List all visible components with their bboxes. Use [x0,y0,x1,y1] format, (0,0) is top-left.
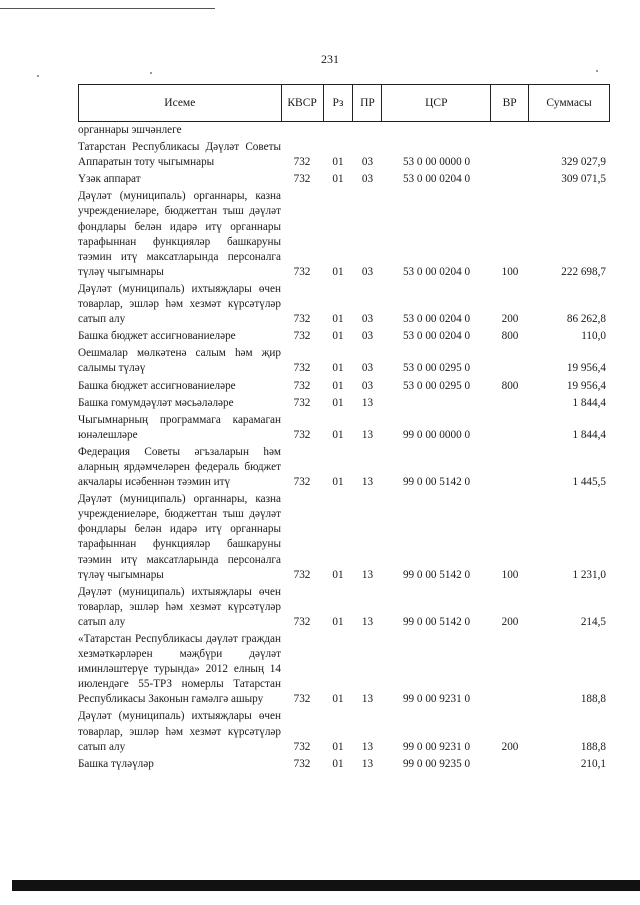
cell-vr: 100 [501,265,519,278]
cell-sum: 1 844,4 [572,396,606,409]
cell-rz: 01 [332,330,344,343]
cell-rz: 01 [332,265,344,278]
cell-sum: 19 956,4 [566,362,606,375]
cell-csr: 53 0 00 0000 0 [402,156,471,169]
page-number: 231 [321,52,339,66]
table-row [78,632,610,707]
cell-vr: 800 [501,379,519,392]
top-rule [0,8,215,9]
cell-sum: 329 027,9 [561,156,606,169]
cell-rz: 01 [332,362,344,375]
cell-name: Федерация Советы әгъзаларын һәм аларның ярдәмчеләрен федераль бюджет акчалары исәбеннән тәэмин итү [78,445,281,489]
header-pr: ПР [353,85,382,121]
cell-kvsr: 732 [293,362,311,375]
cell-kvsr: 732 [293,173,311,186]
cell-rz: 01 [332,568,344,581]
table-body [78,123,610,772]
cell-pr: 03 [361,156,374,169]
cell-pr: 03 [361,265,374,278]
cell-rz: 01 [332,428,344,441]
cell-name: Дәүләт (муниципаль) ихтыяҗлары өчен товарлар, эшләр һәм хезмәт күрсәтүләр сатып алу [78,710,281,753]
cell-pr: 03 [361,379,374,392]
scan-speck [37,75,39,77]
cell-sum: 214,5 [580,615,606,628]
cell-kvsr: 732 [293,568,311,581]
table-row [78,757,610,772]
cell-name: Башка бюджет ассигнованиеләре [78,330,236,343]
cell-pr: 03 [361,173,374,186]
cell-name: Башка бюджет ассигнованиеләре [78,379,236,392]
cell-csr: 53 0 00 0204 0 [402,265,471,278]
header-name: Исеме [79,85,282,121]
cell-rz: 01 [332,740,344,753]
cell-csr: 53 0 00 0204 0 [402,330,471,343]
cell-csr: 53 0 00 0204 0 [402,313,471,326]
cell-pr: 03 [361,313,374,326]
cell-sum: 110,0 [581,330,606,343]
cell-kvsr: 732 [293,156,311,169]
cell-name: Дәүләт (муниципаль) органнары, казна учреждениеләре, бюджеттан тыш дәүләт фондлары белән идарә итү органнары тарафыннан функцияләр башкаруны тәэмин итү максатларында персоналга түләү чыгымнары [78,190,281,278]
cell-csr: 53 0 00 0295 0 [402,362,471,375]
cell-kvsr: 732 [293,265,311,278]
cell-pr: 13 [361,476,374,489]
cell-csr: 53 0 00 0204 0 [402,173,471,186]
cell-name: Үзәк аппарат [78,173,141,186]
table-row [78,282,610,327]
cell-pr: 13 [361,615,374,628]
cell-rz: 01 [332,156,344,169]
cell-vr: 100 [501,568,519,581]
cell-vr: 200 [501,740,519,753]
cell-name: Башка түләүләр [78,757,154,770]
cell-name: органнары эшчәнлеге [78,124,182,136]
cell-kvsr: 732 [293,615,311,628]
cell-pr: 03 [361,330,374,343]
cell-pr: 13 [361,740,374,753]
cell-vr: 200 [501,313,519,326]
cell-pr: 13 [361,428,374,441]
cell-pr: 13 [361,693,374,706]
cell-sum: 1 231,0 [572,568,606,581]
cell-sum: 1 445,5 [572,476,606,489]
cell-name: Дәүләт (муниципаль) органнары, казна учреждениеләре, бюджеттан тыш дәүләт фондлары белән идарә итү органнары тарафыннан функцияләр башкаруны тәэмин итү максатларында персоналга түләү чыгымнары [78,493,281,581]
cell-csr: 99 0 00 0000 0 [402,428,471,441]
cell-sum: 1 844,4 [572,428,606,441]
cell-sum: 222 698,7 [561,265,606,278]
header-vr: ВР [491,85,529,121]
bottom-scan-edge [12,880,640,891]
table-row [78,379,610,394]
table-row [78,140,610,170]
header-kvsr: КВСР [282,85,324,121]
cell-csr: 99 0 00 5142 0 [402,476,471,489]
table-row [78,413,610,443]
header-sum: Суммасы [529,85,610,121]
cell-vr: 200 [501,615,519,628]
cell-kvsr: 732 [293,740,311,753]
cell-kvsr: 732 [293,757,311,770]
table-row [78,492,610,583]
cell-kvsr: 732 [293,313,311,326]
table-row [78,123,610,138]
cell-pr: 03 [361,362,374,375]
cell-rz: 01 [332,396,344,409]
cell-sum: 210,1 [580,757,606,770]
cell-csr: 99 0 00 9235 0 [402,757,471,770]
cell-name: Чыгымнарның программага карамаган юнәлешләре [78,413,281,441]
table-header [78,84,610,122]
cell-kvsr: 732 [293,330,311,343]
cell-name: Башка гомумдәүләт мәсьәләләре [78,396,234,409]
table-row [78,585,610,630]
cell-kvsr: 732 [293,428,311,441]
table-row [78,709,610,754]
cell-vr: 800 [501,330,519,343]
cell-kvsr: 732 [293,379,311,392]
cell-rz: 01 [332,379,344,392]
cell-kvsr: 732 [293,476,311,489]
cell-rz: 01 [332,693,344,706]
cell-name: Татарстан Республикасы Дәүләт Советы Аппаратын тоту чыгымнары [78,141,281,169]
table-row [78,346,610,376]
cell-sum: 19 956,4 [566,379,606,392]
scan-speck [150,72,152,74]
header-csr: ЦСР [382,85,491,121]
scan-speck [596,70,598,72]
cell-kvsr: 732 [293,693,311,706]
table-row [78,172,610,187]
cell-csr: 53 0 00 0295 0 [402,379,471,392]
cell-pr: 13 [361,757,374,770]
cell-pr: 13 [361,568,374,581]
cell-rz: 01 [332,476,344,489]
table-row [78,189,610,280]
cell-sum: 309 071,5 [561,173,606,186]
cell-csr: 99 0 00 5142 0 [402,568,471,581]
cell-kvsr: 732 [293,396,311,409]
cell-rz: 01 [332,313,344,326]
cell-sum: 188,8 [580,693,606,706]
table-row [78,396,610,411]
cell-name: Оешмалар мөлкәтенә салым һәм җир салымы түләү [78,347,281,375]
cell-name: «Татарстан Республикасы дәүләт граждан хезмәткәрләрен мәҗбүри дәүләт иминләштерүе турында» 2012 елның 14 июлендәге 55-ТРЗ номерлы Татарстан Республикасы Законын гамәлгә ашыру [78,633,281,706]
cell-rz: 01 [332,757,344,770]
table-row [78,329,610,344]
cell-csr: 99 0 00 5142 0 [402,615,471,628]
cell-name: Дәүләт (муниципаль) ихтыяҗлары өчен товарлар, эшләр һәм хезмәт күрсәтүләр сатып алу [78,282,281,326]
cell-csr: 99 0 00 9231 0 [402,740,471,753]
cell-pr: 13 [361,396,374,409]
table-row [78,445,610,490]
cell-csr: 99 0 00 9231 0 [402,693,471,706]
cell-sum: 188,8 [580,740,606,753]
cell-name: Дәүләт (муниципаль) ихтыяҗлары өчен товарлар, эшләр һәм хезмәт күрсәтүләр сатып алу [78,585,281,628]
cell-rz: 01 [332,173,344,186]
cell-rz: 01 [332,615,344,628]
header-rz: Рз [324,85,354,121]
cell-sum: 86 262,8 [566,313,606,326]
